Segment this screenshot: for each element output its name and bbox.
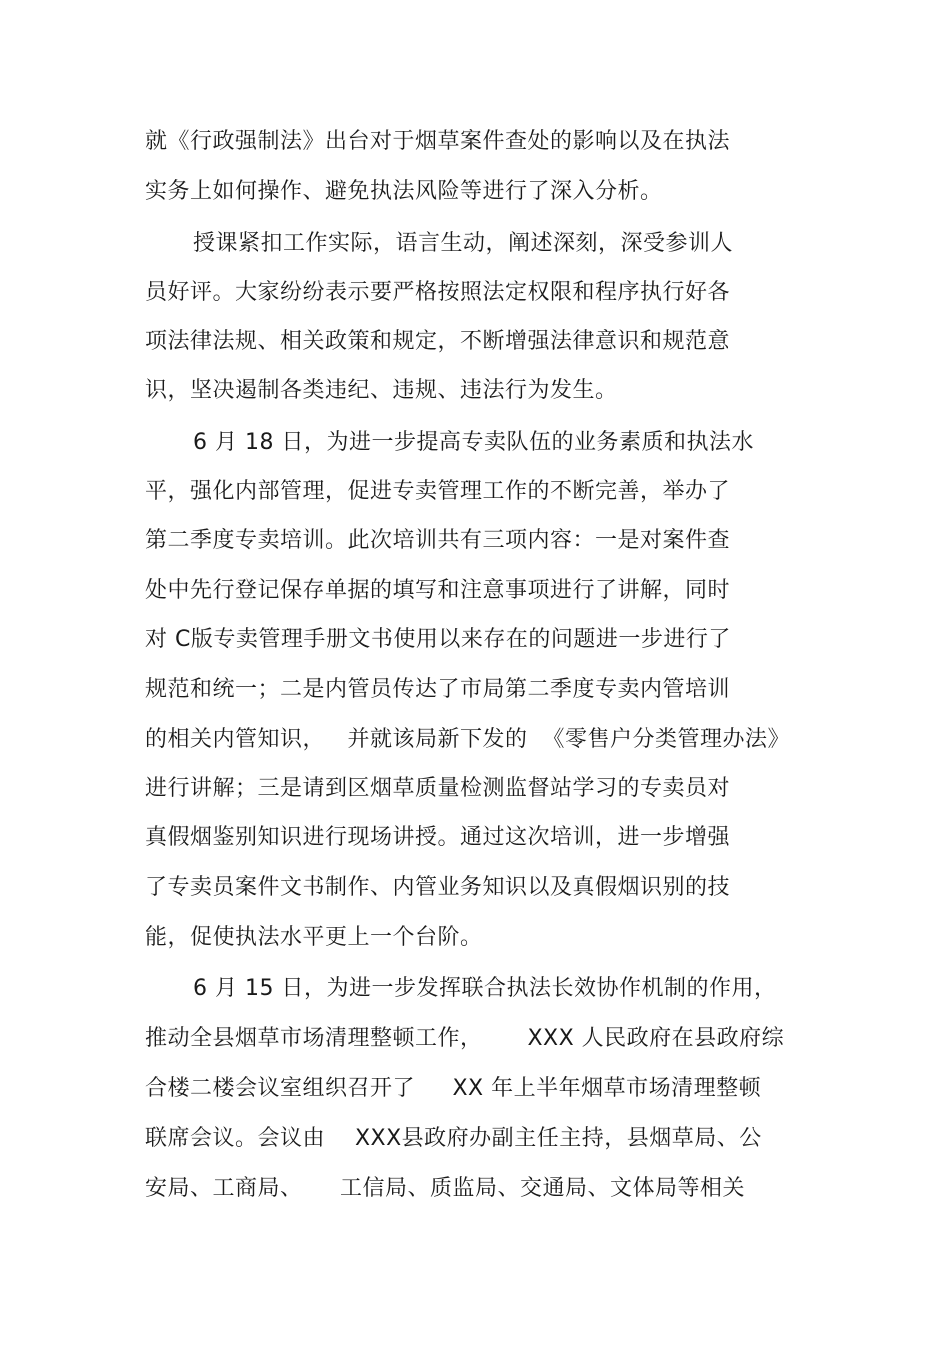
- text-line: 平，强化内部管理，促进专卖管理工作的不断完善，举办了: [145, 479, 731, 504]
- text-line: 了专卖员案件文书制作、内管业务知识以及真假烟识别的技: [145, 875, 731, 900]
- text-line: 就《行政强制法》出台对于烟草案件查处的影响以及在执法: [145, 129, 731, 154]
- text-line: 真假烟鉴别知识进行现场讲授。通过这次培训，进一步增强: [145, 825, 731, 850]
- text-line: 对 C版专卖管理手册文书使用以来存在的问题进一步进行了: [145, 627, 731, 652]
- text-line: 能，促使执法水平更上一个台阶。: [145, 925, 483, 950]
- text-line: 实务上如何操作、避免执法风险等进行了深入分析。: [145, 179, 663, 204]
- text-line: 进行讲解；三是请到区烟草质量检测监督站学习的专卖员对: [145, 776, 731, 801]
- text-line: 推动全县烟草市场清理整顿工作， XXX 人民政府在县政府综: [145, 1026, 785, 1051]
- text-line: 安局、工商局、 工信局、质监局、交通局、文体局等相关: [145, 1176, 745, 1201]
- text-line: 合楼二楼会议室组织召开了 XX 年上半年烟草市场清理整顿: [145, 1076, 762, 1101]
- text-line: 联席会议。会议由 XXX县政府办副主任主持，县烟草局、公: [145, 1126, 762, 1151]
- text-line: 项法律法规、相关政策和规定，不断增强法律意识和规范意: [145, 329, 731, 354]
- text-line: 员好评。大家纷纷表示要严格按照法定权限和程序执行好各: [145, 280, 731, 305]
- text-line: 授课紧扣工作实际，语言生动，阐述深刻，深受参训人: [193, 231, 734, 256]
- text-line: 6 月 15 日，为进一步发挥联合执法长效协作机制的作用，: [193, 976, 777, 1001]
- text-line: 的相关内管知识， 并就该局新下发的 《零售户分类管理办法》: [145, 727, 790, 752]
- text-line: 第二季度专卖培训。此次培训共有三项内容：一是对案件查: [145, 528, 731, 553]
- text-line: 6 月 18 日，为进一步提高专卖队伍的业务素质和执法水: [193, 430, 754, 455]
- text-line: 处中先行登记保存单据的填写和注意事项进行了讲解，同时: [145, 578, 731, 603]
- text-line: 识，坚决遏制各类违纪、违规、违法行为发生。: [145, 378, 618, 403]
- text-line: 规范和统一；二是内管员传达了市局第二季度专卖内管培训: [145, 677, 731, 702]
